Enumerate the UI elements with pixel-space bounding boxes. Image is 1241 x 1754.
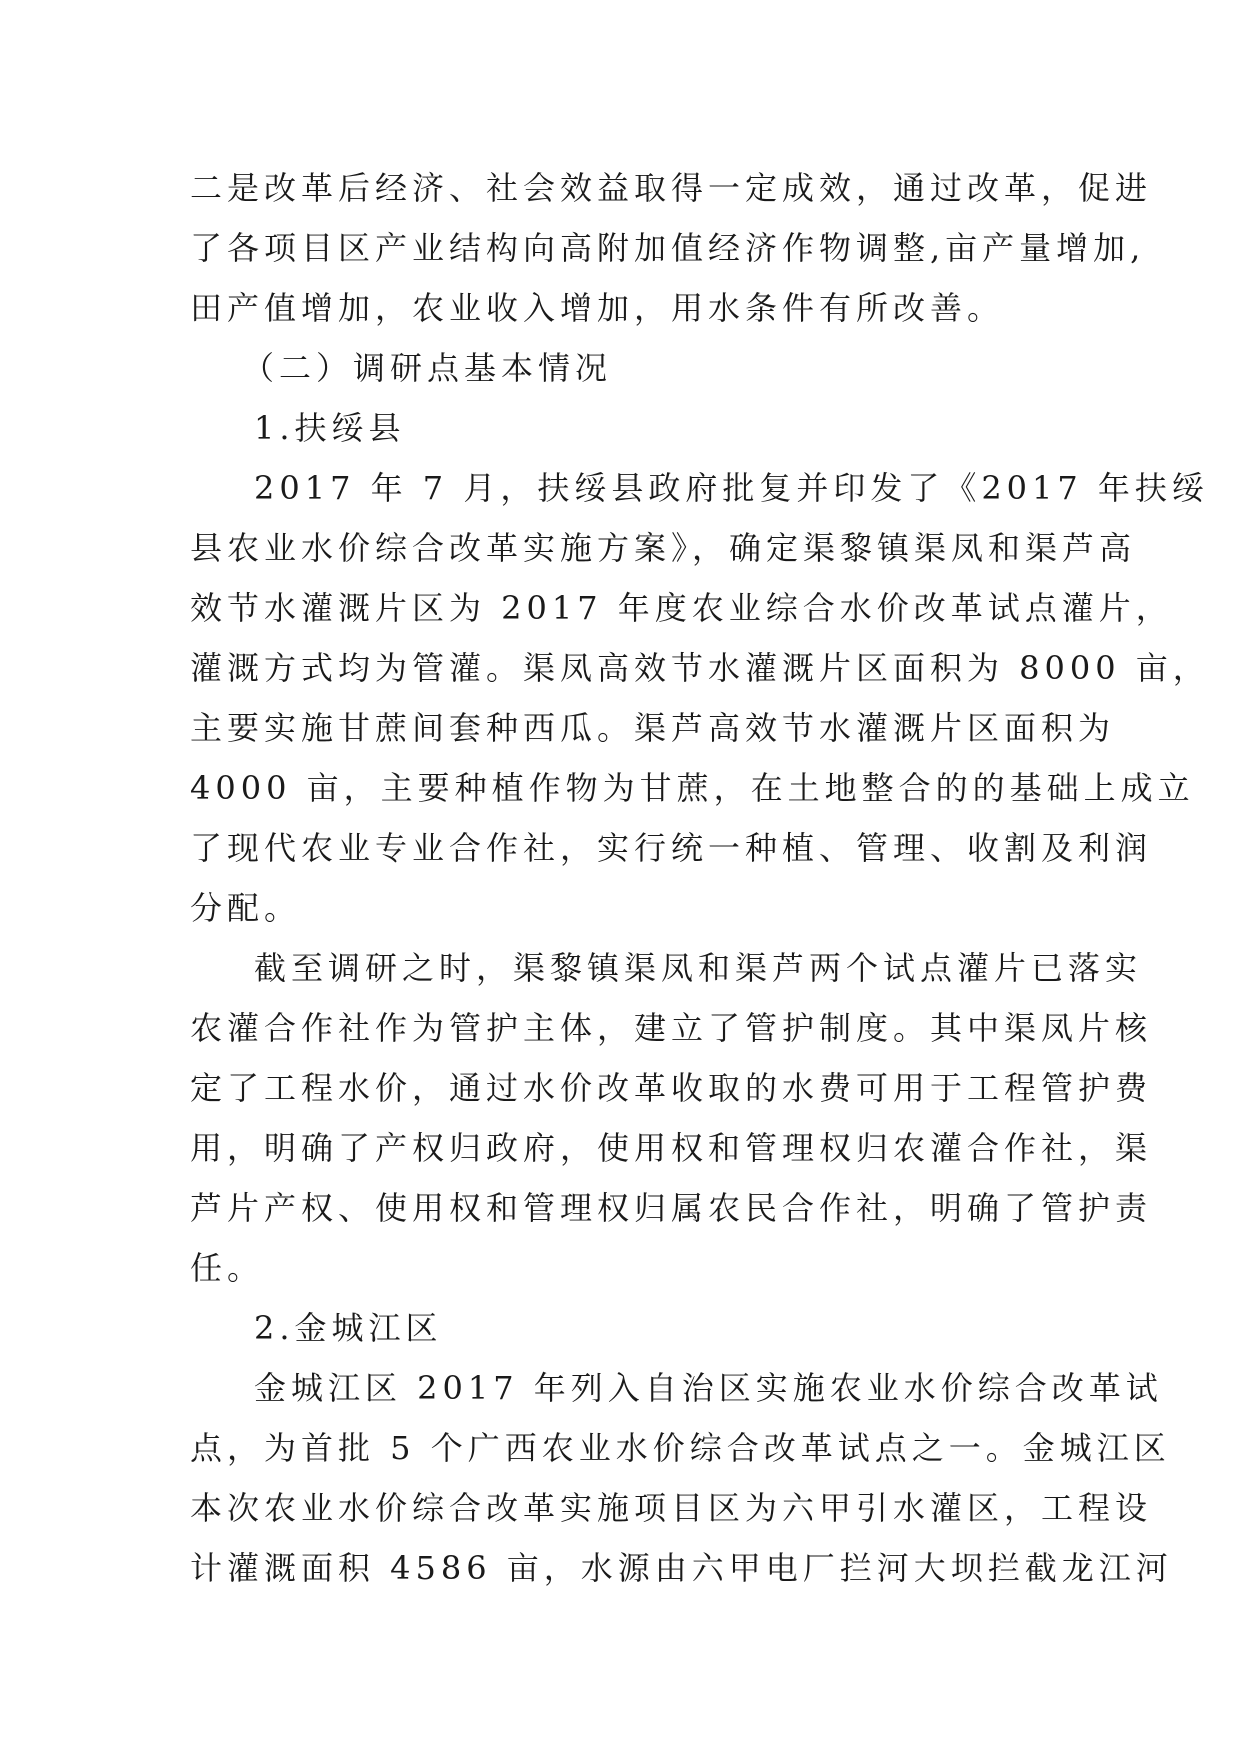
document-body — [190, 158, 1210, 1598]
paragraph-line: 本次农业水价综合改革实施项目区为六甲引水灌区，工程设 — [190, 1489, 1153, 1527]
paragraph-line: 农灌合作社作为管护主体，建立了管护制度。其中渠凤片核 — [190, 1009, 1153, 1047]
paragraph-line: 定了工程水价，通过水价改革收取的水费可用于工程管护费 — [190, 1069, 1153, 1107]
section-heading: （二）调研点基本情况 — [242, 349, 613, 387]
paragraph-line: 芦片产权、使用权和管理权归属农民合作社，明确了管护责 — [190, 1189, 1153, 1227]
paragraph-line: 截至调研之时，渠黎镇渠凤和渠芦两个试点灌片已落实 — [254, 949, 1143, 987]
paragraph-line: 2017 年 7 月，扶绥县政府批复并印发了《2017 年扶绥 — [254, 469, 1209, 507]
subsection-heading: 2.金城江区 — [254, 1309, 443, 1347]
subsection-heading: 1.扶绥县 — [254, 409, 406, 447]
paragraph-line: 田产值增加，农业收入增加，用水条件有所改善。 — [190, 289, 1005, 327]
paragraph-line: 效节水灌溉片区为 2017 年度农业综合水价改革试点灌片， — [190, 589, 1173, 627]
paragraph-line: 县农业水价综合改革实施方案》，确定渠黎镇渠凤和渠芦高 — [190, 529, 1137, 567]
paragraph-line: 二是改革后经济、社会效益取得一定成效，通过改革，促进 — [190, 169, 1153, 207]
paragraph-line: 了现代农业专业合作社，实行统一种植、管理、收割及利润 — [190, 829, 1153, 867]
paragraph-line: 主要实施甘蔗间套种西瓜。渠芦高效节水灌溉片区面积为 — [190, 709, 1116, 747]
paragraph-line: 金城江区 2017 年列入自治区实施农业水价综合改革试 — [254, 1369, 1163, 1407]
paragraph-line: 4000 亩，主要种植作物为甘蔗，在土地整合的的基础上成立 — [190, 769, 1195, 807]
paragraph-line: 点，为首批 5 个广西农业水价综合改革试点之一。金城江区 — [190, 1429, 1171, 1467]
paragraph-line: 分配。 — [190, 889, 302, 927]
paragraph-line: 计灌溉面积 4586 亩，水源由六甲电厂拦河大坝拦截龙江河 — [190, 1549, 1173, 1587]
paragraph-line: 用，明确了产权归政府，使用权和管理权归农灌合作社，渠 — [190, 1129, 1153, 1167]
paragraph-line: 了各项目区产业结构向高附加值经济作物调整,亩产量增加, — [190, 229, 1146, 267]
paragraph-line: 任。 — [190, 1249, 265, 1287]
paragraph-line: 灌溉方式均为管灌。渠凤高效节水灌溉片区面积为 8000 亩， — [190, 649, 1210, 687]
